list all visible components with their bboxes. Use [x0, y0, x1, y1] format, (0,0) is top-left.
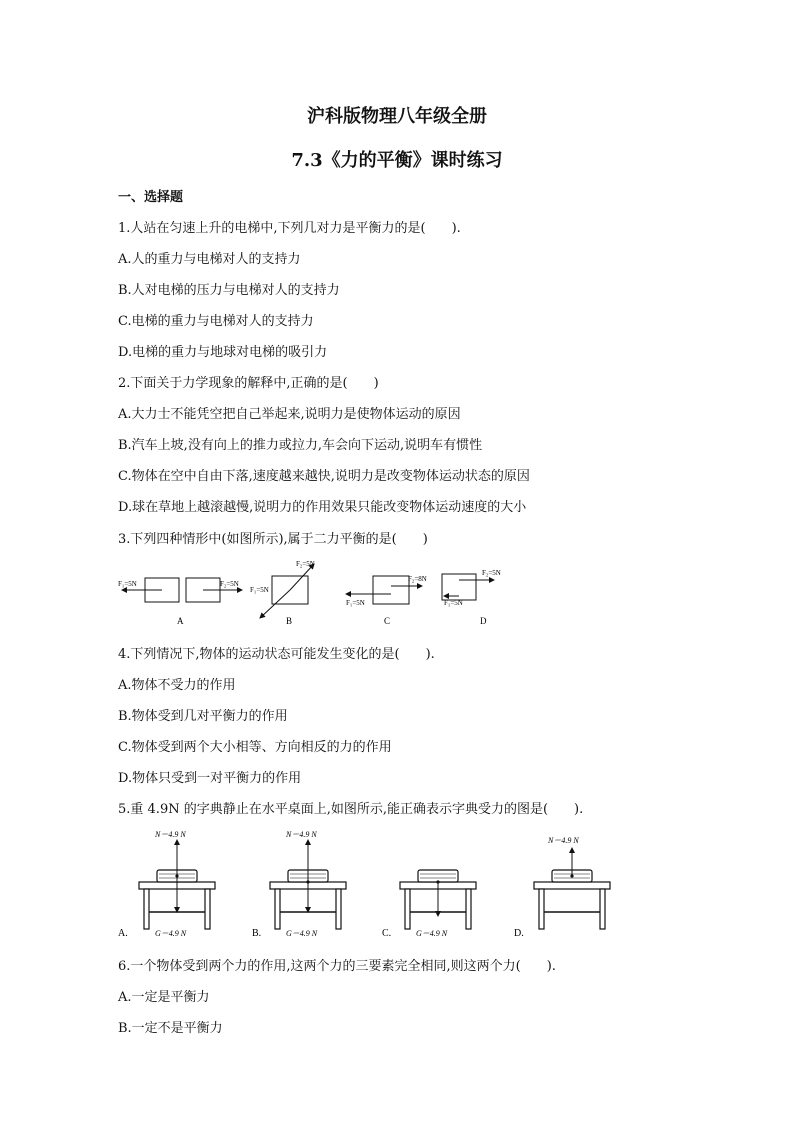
question-1-option-c: C.电梯的重力与电梯对人的支持力 [118, 314, 314, 329]
question-4-stem: 4.下列情况下,物体的运动状态可能发生变化的是( ). [118, 647, 435, 662]
figure-q3-force-diagrams [110, 556, 530, 628]
n-label-b: N＝4.9 N [286, 830, 317, 839]
label-b-f1: F₁=5N [250, 586, 269, 594]
question-2-option-b: B.汽车上坡,没有向上的推力或拉力,车会向下运动,说明车有惯性 [118, 438, 483, 453]
diagram-a [118, 578, 242, 626]
diagram-d [442, 569, 501, 626]
question-2-option-d: D.球在草地上越滚越慢,说明力的作用效果只能改变物体运动速度的大小 [118, 500, 527, 515]
document-title: 沪科版物理八年级全册 [307, 106, 487, 127]
letter-b: B [286, 616, 293, 626]
diagram-b [250, 560, 315, 626]
letter-5a: A. [118, 928, 128, 939]
question-1-option-b: B.人对电梯的压力与电梯对人的支持力 [118, 283, 340, 298]
label-c-f2: F₂=8N [408, 575, 427, 583]
g-label-a: G＝4.9 N [155, 929, 187, 938]
g-label-b: G＝4.9 N [286, 929, 318, 938]
question-2-option-a: A.大力士不能凭空把自己举起来,说明力是使物体运动的原因 [118, 407, 461, 422]
label-d-f1: F₁=5N [444, 599, 463, 607]
diagram-5d [534, 836, 610, 929]
diagram-5c [400, 870, 476, 938]
question-4-option-c: C.物体受到两个大小相等、方向相反的力的作用 [118, 740, 392, 755]
question-1-stem: 1.人站在匀速上升的电梯中,下列几对力是平衡力的是( ). [118, 221, 461, 236]
question-6-option-a: A.一定是平衡力 [118, 990, 210, 1005]
diagram-5b [270, 830, 346, 938]
letter-5d: D. [514, 928, 524, 939]
label-a-f2: F₂=5N [220, 580, 239, 588]
label-d-f2: F₂=5N [482, 569, 501, 577]
question-6-stem: 6.一个物体受到两个力的作用,这两个力的三要素完全相同,则这两个力( ). [118, 959, 556, 974]
diagram-5a [139, 830, 215, 938]
g-label-c: G＝4.9 N [416, 929, 448, 938]
question-2-stem: 2.下面关于力学现象的解释中,正确的是( ) [118, 376, 379, 391]
n-label-a: N＝4.9 N [155, 830, 186, 839]
question-6-option-b: B.一定不是平衡力 [118, 1021, 223, 1036]
diagram-c [346, 575, 427, 626]
n-label-d: N＝4.9 N [548, 836, 579, 845]
label-a-f1: F₁=5N [118, 580, 137, 588]
letter-d: D [480, 616, 487, 626]
label-c-f1: F₁=5N [346, 599, 365, 607]
question-3-stem: 3.下列四种情形中(如图所示),属于二力平衡的是( ) [118, 532, 428, 547]
letter-c: C [384, 616, 391, 626]
question-4-option-b: B.物体受到几对平衡力的作用 [118, 709, 288, 724]
question-4-option-a: A.物体不受力的作用 [118, 678, 236, 693]
question-2-option-c: C.物体在空中自由下落,速度越来越快,说明力是改变物体运动状态的原因 [118, 469, 530, 484]
label-b-f2: F₂=5N [296, 560, 315, 568]
question-1-option-a: A.人的重力与电梯对人的支持力 [118, 252, 301, 267]
section-heading: 一、选择题 [118, 190, 184, 205]
question-4-option-d: D.物体只受到一对平衡力的作用 [118, 771, 302, 786]
letter-5c: C. [382, 928, 392, 939]
figure-q5-dictionary-on-table [112, 826, 632, 944]
document-subtitle: 7.3《力的平衡》课时练习 [291, 150, 503, 171]
question-5-stem: 5.重 4.9N 的字典静止在水平桌面上,如图所示,能正确表示字典受力的图是( ). [118, 802, 584, 817]
letter-5b: B. [252, 928, 262, 939]
letter-a: A [177, 616, 184, 626]
question-1-option-d: D.电梯的重力与地球对电梯的吸引力 [118, 345, 328, 360]
